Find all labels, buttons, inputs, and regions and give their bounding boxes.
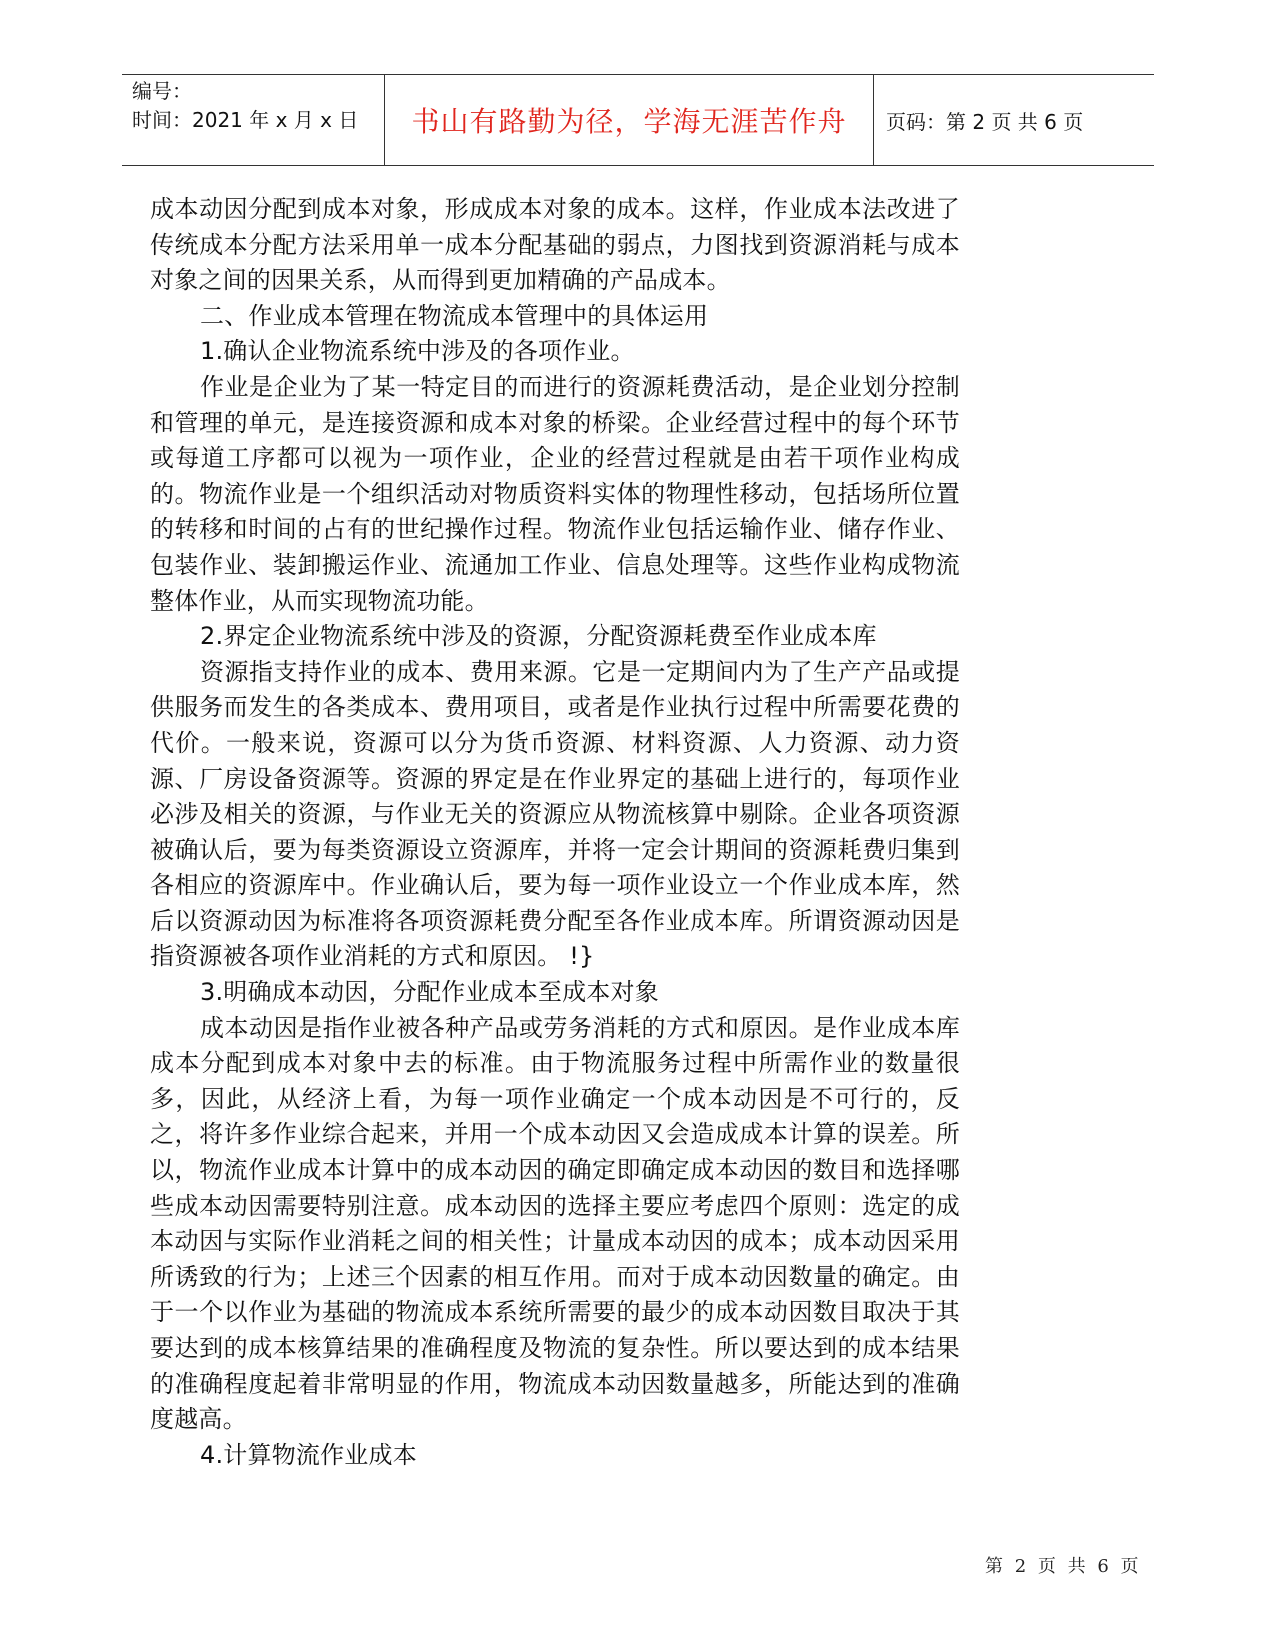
header-meta <box>122 75 385 165</box>
subsection-heading: 1.确认企业物流系统中涉及的各项作业。 <box>200 337 635 366</box>
date-label: 时间：2021 年 x 月 x 日 <box>132 108 359 132</box>
header-page-number: 页码：第 2 页 共 6 页 <box>886 109 1084 134</box>
subsection-heading: 2.界定企业物流系统中涉及的资源，分配资源耗费至作业成本库 <box>200 622 877 651</box>
body-paragraph: 成本动因分配到成本对象，形成成本对象的成本。这样，作业成本法改进了传统成本分配方法采用单一成本分配基础的弱点，力图找到资源消耗与成本对象之间的因果关系，从而得到更加精确的产品成本。 <box>150 195 960 295</box>
subsection-heading: 4.计算物流作业成本 <box>200 1440 417 1469</box>
section-heading: 二、作业成本管理在物流成本管理中的具体运用 <box>200 301 709 330</box>
subsection-heading: 3.明确成本动因，分配作业成本至成本对象 <box>200 978 659 1007</box>
body-paragraph: 资源指支持作业的成本、费用来源。它是一定期间内为了生产产品或提供服务而发生的各类成本、费用项目，或者是作业执行过程中所需要花费的代价。一般来说，资源可以分为货币资源、材料资源、人力资源、动力资源、厂房设备资源等。资源的界定是在作业界定的基础上进行的，每项作业必涉及相关的资源，与作业无关的资源应从物流核算中剔除。企业各项资源被确认后，要为每类资源设立资源库，并将一定会计期间的资源耗费归集到各相应的资源库中。作业确认后，要为每一项作业设立一个作业成本库，然后以资源动因为标准将各项资源耗费分配至各作业成本库。所谓资源动因是指资源被各项作业消耗的方式和原因。 !} <box>150 657 960 971</box>
header-motto: 书山有路勤为径，学海无涯苦作舟 <box>385 75 874 165</box>
document-body <box>150 192 960 1473</box>
serial-number-label: 编号： <box>132 79 192 103</box>
body-paragraph: 作业是企业为了某一特定目的而进行的资源耗费活动，是企业划分控制和管理的单元，是连接资源和成本对象的桥梁。企业经营过程中的每个环节或每道工序都可以视为一项作业，企业的经营过程就是由若干项作业构成的。物流作业是一个组织活动对物质资料实体的物理性移动，包括场所位置的转移和时间的占有的世纪操作过程。物流作业包括运输作业、储存作业、包装作业、装卸搬运作业、流通加工作业、信息处理等。这些作业构成物流整体作业，从而实现物流功能。 <box>150 372 960 615</box>
page-footer: 第 2 页 共 6 页 <box>985 1556 1142 1577</box>
body-paragraph: 成本动因是指作业被各种产品或劳务消耗的方式和原因。是作业成本库成本分配到成本对象中去的标准。由于物流服务过程中所需作业的数量很多，因此，从经济上看，为每一项作业确定一个成本动因是不可行的，反之，将许多作业综合起来，并用一个成本动因又会造成成本计算的误差。所以，物流作业成本计算中的成本动因的确定即确定成本动因的数目和选择哪些成本动因需要特别注意。成本动因的选择主要应考虑四个原则：选定的成本动因与实际作业消耗之间的相关性；计量成本动因的成本；成本动因采用所诱致的行为；上述三个因素的相互作用。而对于成本动因数量的确定。由于一个以作业为基础的物流成本系统所需要的最少的成本动因数目取决于其要达到的成本核算结果的准确程度及物流的复杂性。所以要达到的成本结果的准确程度起着非常明显的作用，物流成本动因数量越多，所能达到的准确度越高。 <box>150 1013 960 1434</box>
document-header <box>122 74 1154 166</box>
